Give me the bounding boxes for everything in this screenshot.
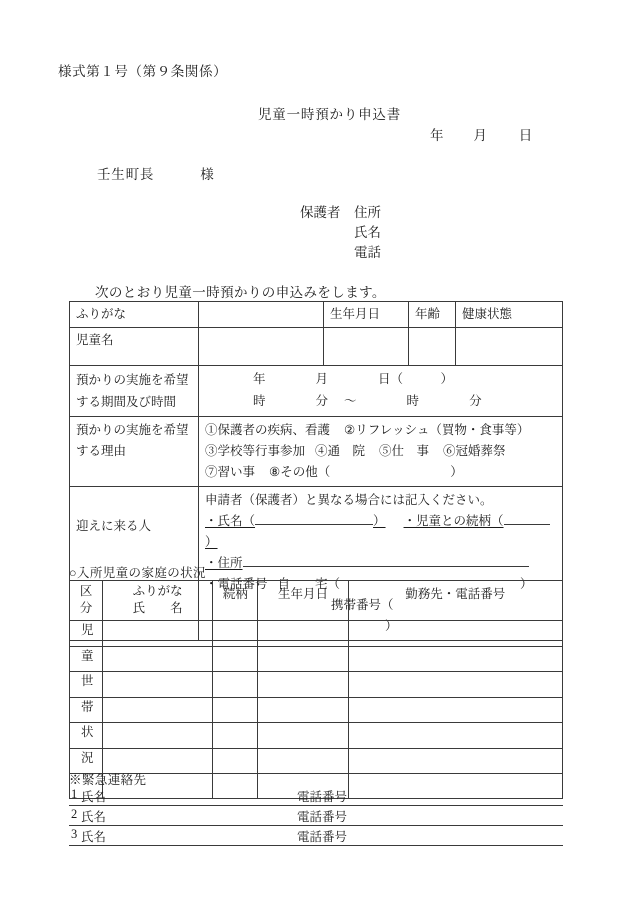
cell-period-label [70,366,199,417]
reason-label-line1: 預かりの実施を希望 [76,423,189,437]
pickup-tel-home-label: 自 宅（ [277,577,341,591]
emergency-row-number-2: 2 [71,807,78,821]
family-cell-relation-0[interactable] [213,621,258,647]
cell-furigana-value[interactable] [199,302,324,328]
family-kubun-char-3: 帯 [70,697,103,723]
reason-label-line2: する理由 [76,444,127,458]
family-cell-relation-2[interactable] [213,672,258,698]
family-cell-birthdate-3[interactable] [258,697,348,723]
table-row [70,646,563,672]
date-year-label: 年 [430,128,444,143]
pickup-relation-label: ・児童との続柄（ [403,514,504,528]
intro-text: 次のとおり児童一時預かりの申込みをします。 [95,285,386,300]
family-header-kubun-line2: 分 [79,601,93,615]
family-header-shimei: 氏 名 [132,601,183,615]
guardian-address-label: 住所 [354,205,381,220]
family-cell-relation-1[interactable] [213,646,258,672]
period-time-line [205,390,558,412]
period-min-from: 分 [315,394,329,408]
reason-options-line2 [205,441,558,462]
pickup-address-label: ・住所 [205,556,243,570]
table-row [70,697,563,723]
period-hour-to: 時 [406,394,420,408]
guardian-name-row [300,223,381,243]
family-cell-name-2[interactable] [103,672,213,698]
table-row-furigana [70,302,563,328]
family-cell-birthdate-1[interactable] [258,646,348,672]
family-header-furigana: ふりがな [132,584,183,598]
cell-birthdate-value[interactable] [324,328,409,366]
pickup-note: 申請者（保護者）と異なる場合には記入ください。 [205,493,493,507]
pickup-address-line [205,553,558,574]
family-situation-table [69,580,563,799]
reason-option-6[interactable]: ⑥冠婚葬祭 [443,444,506,458]
guardian-name-label: 氏名 [354,225,381,240]
list-item[interactable] [69,806,563,826]
family-cell-birthdate-4[interactable] [258,723,348,749]
pickup-tel-label: ・電話番号 [205,577,268,591]
period-year: 年 [253,372,266,386]
guardian-tel-row [300,243,381,263]
family-header-kubun [70,581,103,621]
reason-options-line1 [205,420,558,441]
emergency-name-label-3: 氏名 [81,830,107,844]
emergency-tel-label-2: 電話番号 [297,810,348,824]
cell-childname-value[interactable] [199,328,324,366]
guardian-label: 保護者 [300,205,341,220]
guardian-tel-label: 電話 [354,245,381,260]
emergency-tel-label-3: 電話番号 [297,830,348,844]
reason-option-8-close: ） [450,465,463,479]
family-cell-workplace-2[interactable] [348,672,562,698]
period-label-line1: 預かりの実施を希望 [76,373,189,387]
emergency-tel-label-1: 電話番号 [297,790,348,804]
form-number: 様式第１号（第９条関係） [58,64,228,79]
table-row [70,723,563,749]
guardian-address-row [300,203,381,223]
emergency-contacts-title: ※緊急連絡先 [69,773,147,787]
family-cell-name-1[interactable] [103,646,213,672]
family-header-name [103,581,213,621]
family-header-birthdate: 生年月日 [258,581,348,621]
date-day-label: 日 [518,128,533,143]
pickup-tel-home-close: ） [520,577,533,591]
cell-furigana-label: ふりがな [70,302,199,328]
family-kubun-char-4: 状 [70,723,103,749]
pickup-name-close: ） [373,514,386,528]
period-hour-from: 時 [253,394,266,408]
table-row-reason [70,417,563,487]
pickup-label: 迎えに来る人 [76,519,152,533]
period-min-to: 分 [469,394,482,408]
pickup-name-label: ・氏名（ [205,514,256,528]
cell-reason-label [70,417,199,487]
pickup-relation-close: ） [205,535,218,549]
cell-reason-options[interactable] [199,417,563,487]
family-header-kubun-line1: 区 [79,584,93,598]
list-item[interactable] [69,786,563,806]
family-kubun-char-2: 世 [70,672,103,698]
family-header-workplace: 勤務先・電話番号 [348,581,562,621]
family-cell-workplace-5[interactable] [348,748,562,774]
family-kubun-char-5: 況 [70,748,103,774]
cell-birthdate-header: 生年月日 [324,302,409,328]
family-cell-name-0[interactable] [103,621,213,647]
addressee-name: 壬生町長 [97,167,155,182]
family-kubun-char-0: 児 [70,621,103,647]
cell-health-header: 健康状態 [456,302,563,328]
period-date-line [205,368,558,390]
family-kubun-char-1: 童 [70,646,103,672]
reason-option-3[interactable]: ③学校等行事参加 [205,444,306,458]
table-row-period [70,366,563,417]
emergency-name-label-1: 氏名 [81,790,107,804]
family-cell-workplace-4[interactable] [348,723,562,749]
table-row-child-name [70,328,563,366]
pickup-tel-mobile-close: ） [385,619,398,633]
family-cell-relation-5[interactable] [213,748,258,774]
emergency-row-number-3: 3 [71,827,78,841]
cell-health-value[interactable] [456,328,563,366]
cell-age-value[interactable] [409,328,456,366]
family-cell-workplace-3[interactable] [348,697,562,723]
reason-option-4[interactable]: ④通 院 [315,444,366,458]
family-cell-birthdate-2[interactable] [258,672,348,698]
period-month: 月 [315,372,329,386]
reason-option-8[interactable]: ⑧その他（ [269,465,331,479]
emergency-contacts-list [69,786,563,846]
cell-childname-label: 児童名 [70,328,199,366]
family-table-header-row [70,581,563,621]
family-cell-workplace-1[interactable] [348,646,562,672]
family-cell-workplace-0[interactable] [348,621,562,647]
date-entry-line [430,124,532,144]
emergency-row-number-1: 1 [71,787,78,801]
addressee [97,163,215,183]
family-section-title: ○入所児童の家庭の状況 [69,566,206,580]
family-cell-relation-4[interactable] [213,723,258,749]
table-row [70,621,563,647]
reason-option-7[interactable]: ⑦習い事 [205,465,256,479]
period-day: 日（ ） [378,372,454,386]
date-month-label: 月 [473,128,487,143]
cell-age-header: 年齢 [409,302,456,328]
period-tilde: ～ [344,394,357,408]
family-cell-name-4[interactable] [103,723,213,749]
reason-option-1[interactable]: ①保護者の疾病、看護 [205,423,331,437]
page-title: 児童一時預かり申込書 [258,107,401,122]
family-cell-birthdate-5[interactable] [258,748,348,774]
period-label-line2: する期間及び時間 [76,395,177,409]
pickup-tel-mobile-label: 携帯番号（ [331,598,394,612]
table-row [70,672,563,698]
guardian-block [300,203,381,263]
addressee-honorific: 様 [200,167,215,182]
list-item[interactable] [69,826,563,846]
emergency-name-label-2: 氏名 [81,810,107,824]
pickup-name-line [205,511,558,553]
family-cell-birthdate-0[interactable] [258,621,348,647]
reason-option-2[interactable]: ②リフレッシュ（買物・食事等） [344,423,530,437]
family-cell-name-3[interactable] [103,697,213,723]
family-cell-relation-3[interactable] [213,697,258,723]
reason-options-line3 [205,462,558,483]
family-header-relation: 続柄 [213,581,258,621]
cell-period-value[interactable] [199,366,563,417]
reason-option-5[interactable]: ⑤仕 事 [379,444,430,458]
